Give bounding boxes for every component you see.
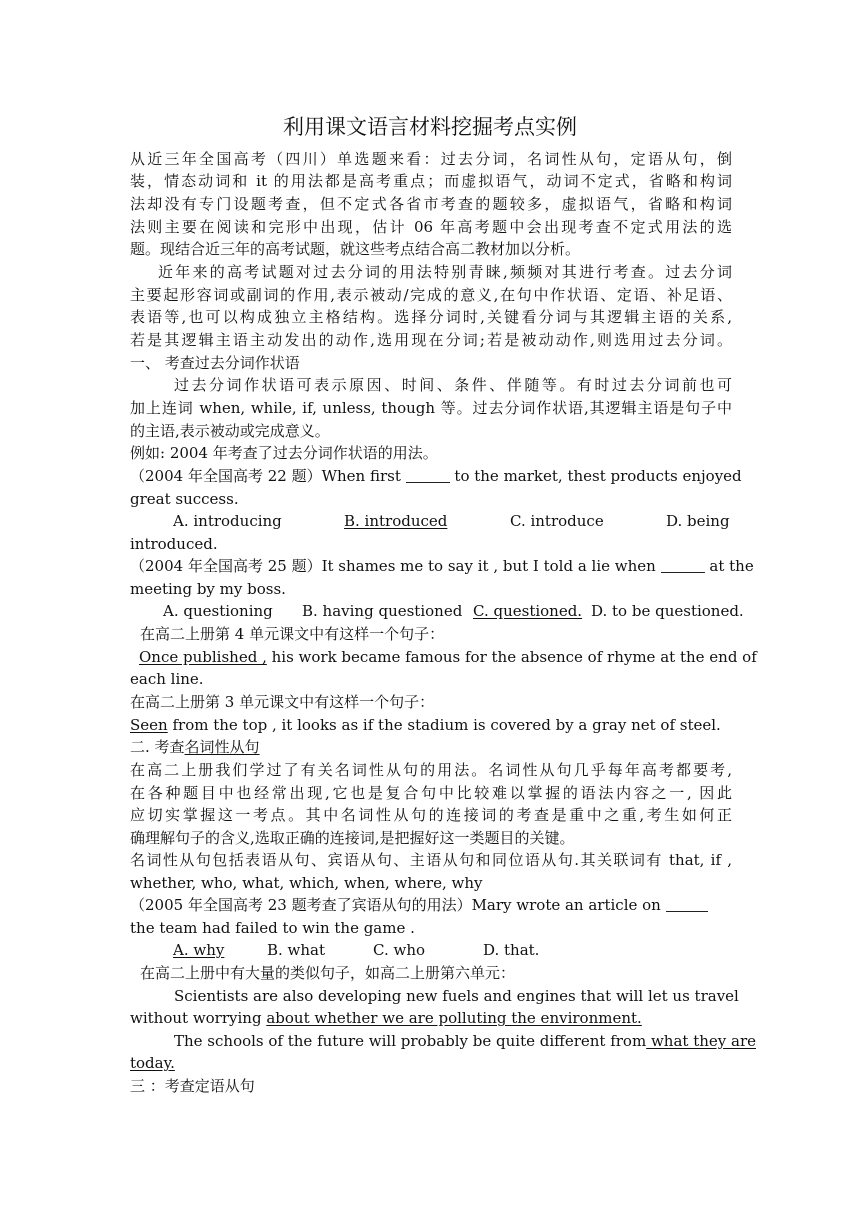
underlined-phrase: Seen xyxy=(130,716,168,734)
body-line: 确理解句子的含义,选取正确的连接词,是把握好这一类题目的关键。 xyxy=(130,829,575,847)
body-line: 表语等,也可以构成独立主格结构。选择分词时,关键看分词与其逻辑主语的关系, xyxy=(130,308,732,326)
body-line: 过去分词作状语可表示原因、时间、条件、伴随等。有时过去分词前也可 xyxy=(174,376,732,394)
example-text: from the top , it looks as if the stadium is covered by a gray net of steel. xyxy=(167,716,721,734)
option-d: D. being xyxy=(666,512,730,530)
example-sentence xyxy=(174,1030,756,1052)
option-b-answer: B. introduced xyxy=(344,512,448,530)
body-line: 的主语,表示被动或完成意义。 xyxy=(130,422,330,440)
answer-blank xyxy=(661,557,705,573)
answer-blank xyxy=(406,467,450,483)
intro-line: 装，情态动词和 it 的用法都是高考重点；而虚拟语气，动词不定式，省略和构词 xyxy=(130,172,732,190)
question-line: great success. xyxy=(130,490,239,508)
body-line: 若是其逻辑主语主动发出的动作,选用现在分词;若是被动动作,则选用过去分词。 xyxy=(130,331,732,349)
underlined-phrase: Once published , xyxy=(139,648,267,666)
body-line: 在高二上册我们学过了有关名词性从句的用法。名词性从句几乎每年高考都要考, xyxy=(130,761,732,779)
example-intro: 在高二上册中有大量的类似句子，如高二上册第六单元： xyxy=(140,964,516,982)
intro-line: 题。现结合近三年的高考试题，就这些考点结合高二教材加以分析。 xyxy=(130,240,581,258)
question-line xyxy=(130,894,732,916)
question-text: （2004 年全国高考 22 题）When first xyxy=(130,467,401,485)
example-text: without worrying xyxy=(130,1009,267,1027)
example-intro: 在高二上册第 4 单元课文中有这样一个句子： xyxy=(140,625,445,643)
question-text: （2004 年全国高考 25 题）It shames me to say it , but I told a lie when xyxy=(130,557,656,575)
intro-line: 法却没有专门设题考查，但不定式各省市考查的题较多，虚拟语气，省略和构词 xyxy=(130,195,732,213)
example-sentence: Scientists are also developing new fuels and engines that will let us travel xyxy=(174,987,739,1005)
question-text: to the market, thest products enjoyed xyxy=(454,467,742,485)
underlined-phrase: today. xyxy=(130,1054,175,1072)
example-sentence xyxy=(130,714,732,736)
option-continuation: introduced. xyxy=(130,535,218,553)
underlined-phrase: 名词性从句 xyxy=(184,738,260,756)
question-text: （2005 年全国高考 23 题考查了宾语从句的用法）Mary wrote an article on xyxy=(130,896,661,914)
body-line: whether, who, what, which, when, where, why xyxy=(130,874,483,892)
question-line xyxy=(130,555,754,577)
option-a: A. questioning xyxy=(163,602,273,620)
question-line: the team had failed to win the game . xyxy=(130,919,415,937)
option-c: C. introduce xyxy=(510,512,604,530)
question-line: meeting by my boss. xyxy=(130,580,286,598)
example-sentence xyxy=(130,1007,732,1029)
option-d: D. that. xyxy=(483,941,540,959)
body-line: 加上连词 when, while, if, unless, though 等。过去分词作状语,其逻辑主语是句子中 xyxy=(130,399,732,417)
option-d: D. to be questioned. xyxy=(591,602,744,620)
underlined-phrase: about whether we are polluting the environment. xyxy=(266,1009,642,1027)
body-line: 近年来的高考试题对过去分词的用法特别青睐,频频对其进行考查。过去分词 xyxy=(158,263,732,281)
section-heading xyxy=(130,736,732,758)
question-line xyxy=(130,465,742,487)
option-a: A. introducing xyxy=(173,512,282,530)
example-text: The schools of the future will probably be quite different from xyxy=(174,1032,647,1050)
body-line: 主要起形容词或副词的作用,表示被动/完成的意义,在句中作状语、定语、补足语、 xyxy=(130,286,732,304)
option-c: C. who xyxy=(373,941,426,959)
example-sentence: each line. xyxy=(130,670,204,688)
section-heading-text: 二. 考查 xyxy=(130,738,185,756)
question-text: at the xyxy=(709,557,754,575)
example-text: his work became famous for the absence of rhyme at the end of xyxy=(266,648,757,666)
option-c-answer: C. questioned. xyxy=(473,602,583,620)
answer-blank xyxy=(666,896,708,912)
body-line: 应切实掌握这一考点。其中名词性从句的连接词的考查是重中之重,考生如何正 xyxy=(130,806,732,824)
body-line: 名词性从句包括表语从句、宾语从句、主语从句和同位语从句.其关联词有 that, if , xyxy=(130,851,732,869)
example-sentence xyxy=(130,1052,732,1074)
option-a-answer: A. why xyxy=(173,941,225,959)
option-b: B. having questioned xyxy=(302,602,463,620)
intro-line: 法则主要在阅读和完形中出现，估计 06 年高考题中会出现考查不定式用法的选 xyxy=(130,218,732,236)
underlined-phrase: what they are xyxy=(646,1032,756,1050)
body-line: 在各种题目中也经常出现,它也是复合句中比较难以掌握的语法内容之一, 因此 xyxy=(130,784,732,802)
option-b: B. what xyxy=(267,941,326,959)
example-intro: 在高二上册第 3 单元课文中有这样一个句子： xyxy=(130,693,435,711)
body-line: 例如: 2004 年考查了过去分词作状语的用法。 xyxy=(130,444,438,462)
intro-line: 从近三年全国高考（四川）单选题来看：过去分词，名词性从句，定语从句，倒 xyxy=(130,150,732,168)
page-title: 利用课文语言材料挖掘考点实例 xyxy=(283,115,577,139)
section-heading: 三 ：考查定语从句 xyxy=(130,1077,255,1095)
example-sentence xyxy=(139,646,757,668)
section-heading: 一、 考查过去分词作状语 xyxy=(130,354,300,372)
